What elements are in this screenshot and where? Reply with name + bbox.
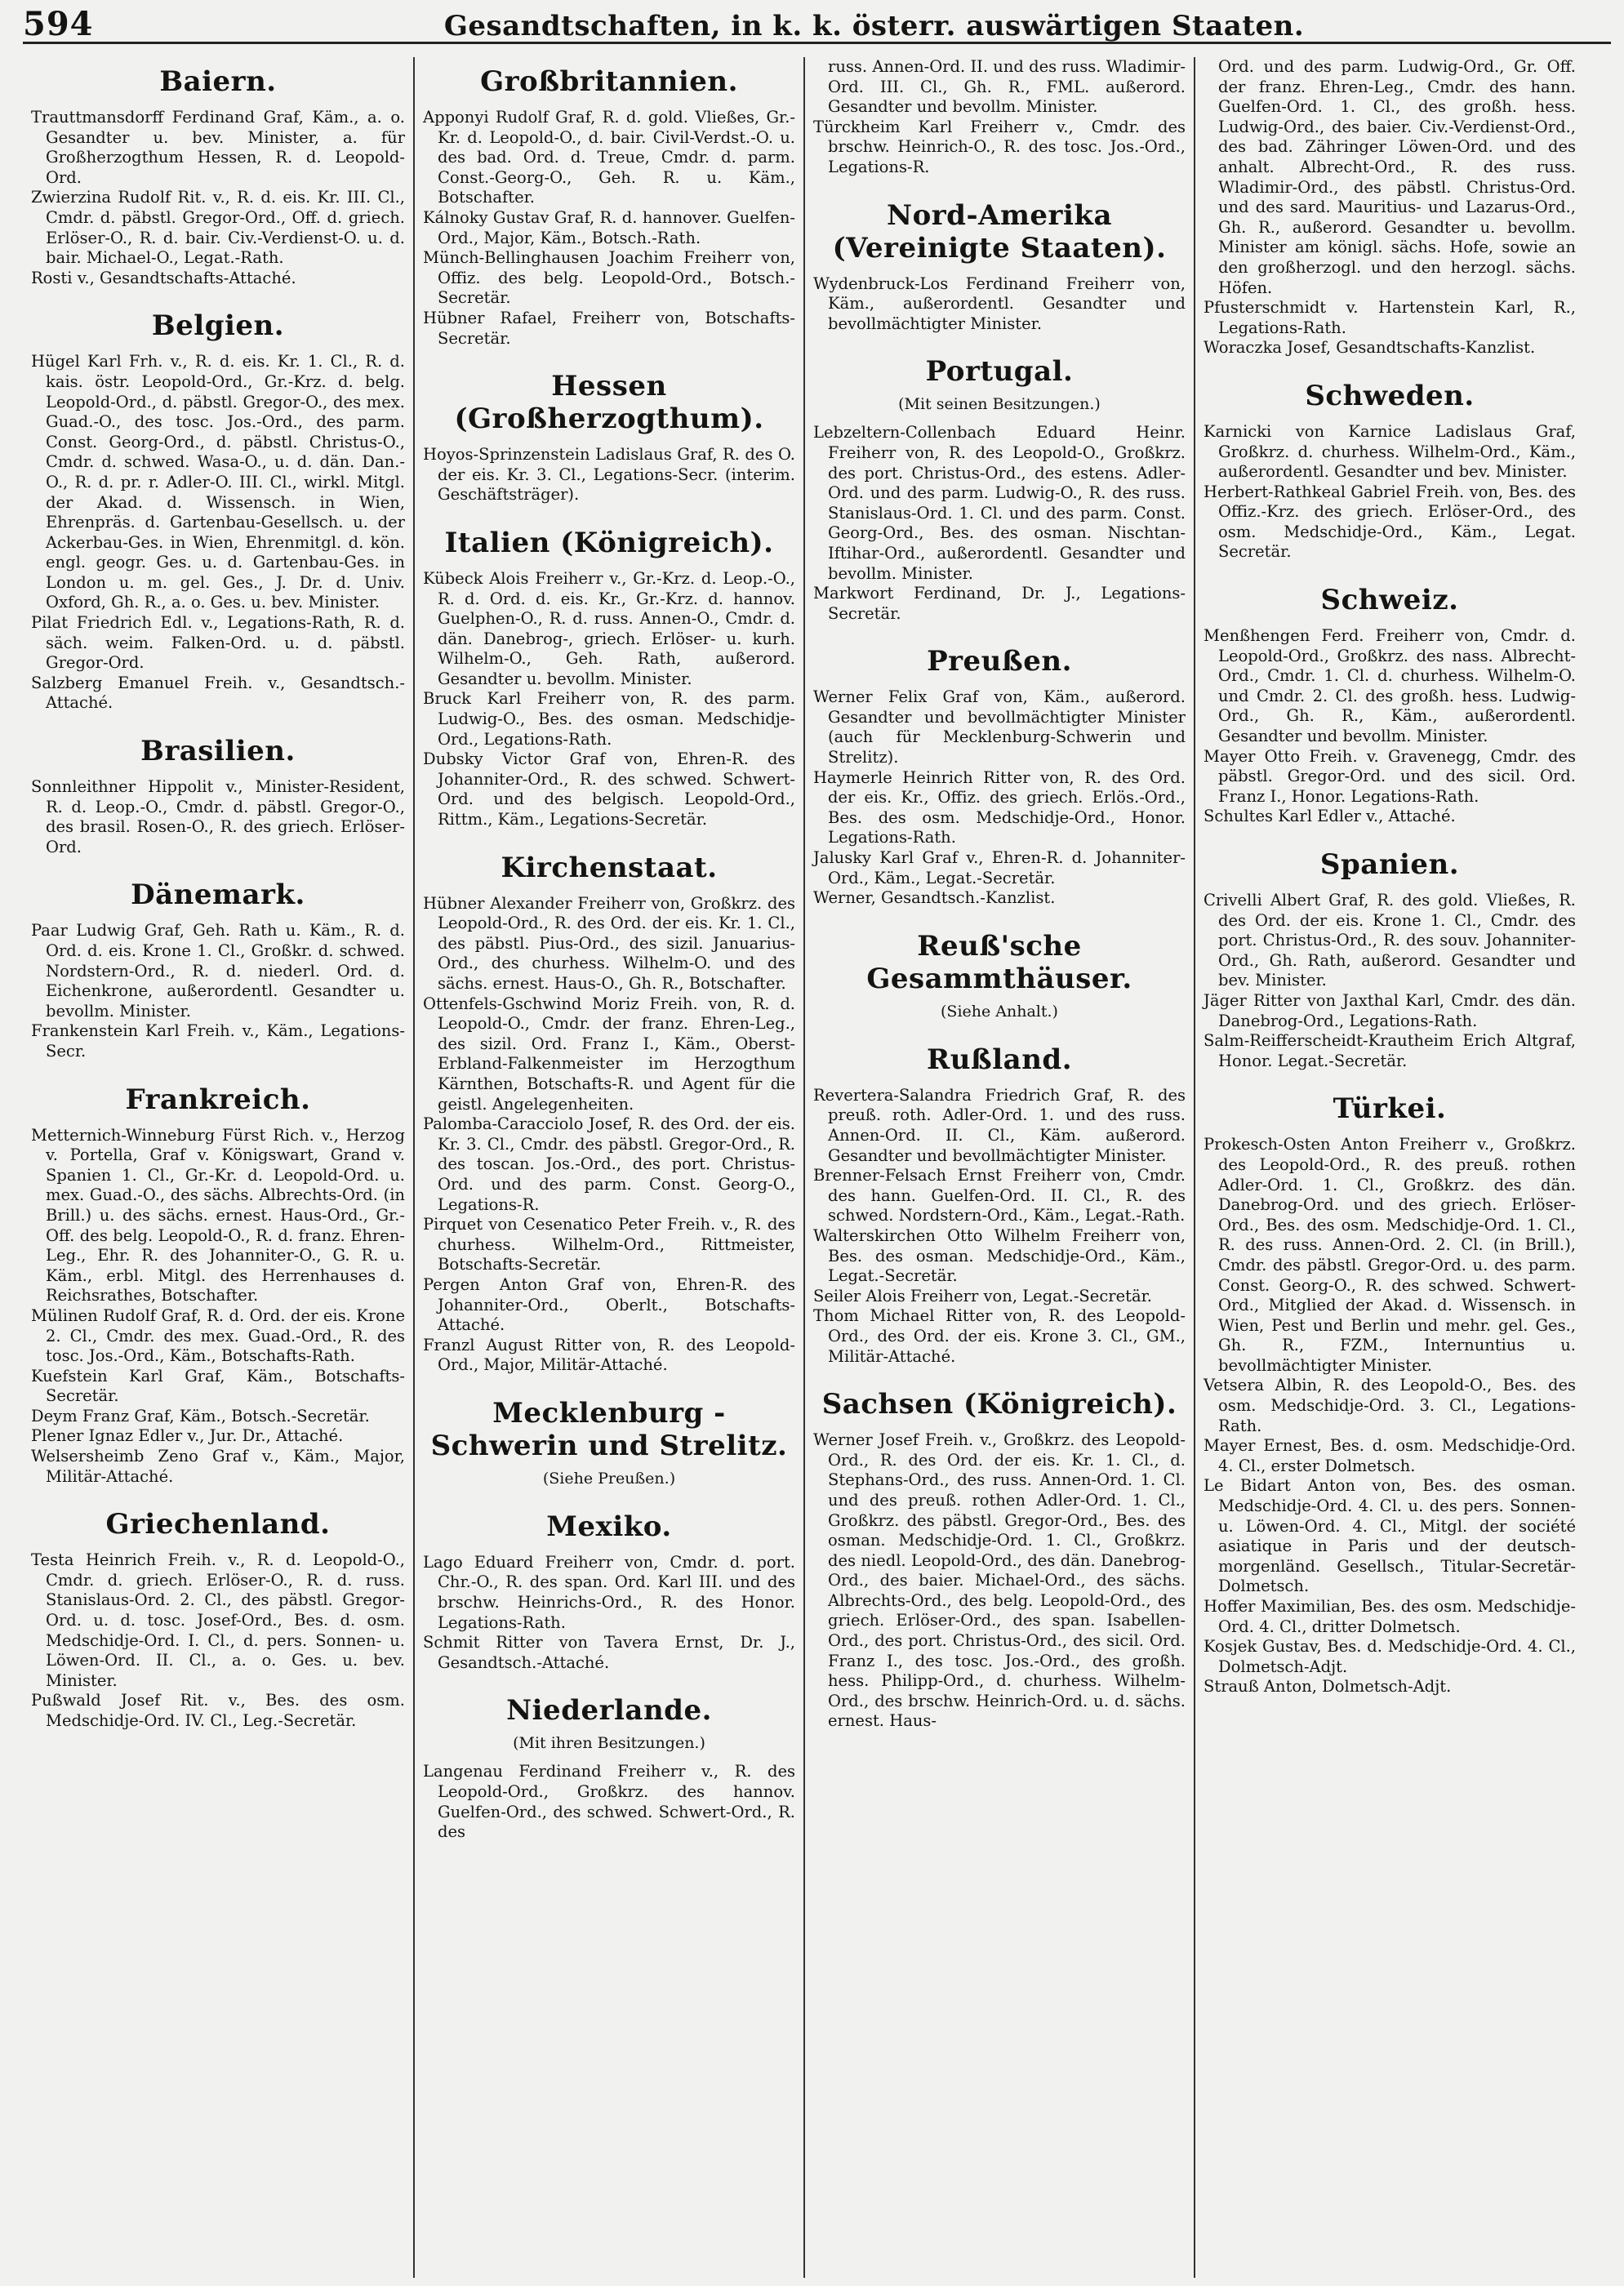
entry: Crivelli Albert Graf, R. des gold. Vließes, R. des Ord. der eis. Krone 1. Cl., Cmdr. des port. Christus-Ord., R. des souv. Johanniter-Ord., Gh. Rath, außerord. Gesandter und bev. Minister. xyxy=(1204,891,1576,990)
entry: Hoffer Maximilian, Bes. des osm. Medschidje-Ord. 4. Cl., dritter Dolmetsch. xyxy=(1204,1597,1576,1636)
running-title: Gesandtschaften, in k. k. österr. auswärtigen Staaten. xyxy=(443,10,1305,42)
section-heading: Sachsen (Königreich). xyxy=(821,1388,1177,1421)
section-heading: Kirchenstaat. xyxy=(501,851,718,884)
entry: Pilat Friedrich Edl. v., Legations-Rath, R. d. säch. weim. Falken-Ord. u. d. päbstl. Gregor-Ord. xyxy=(31,613,405,673)
entry: Deym Franz Graf, Käm., Botsch.-Secretär. xyxy=(31,1406,370,1425)
column-4 xyxy=(1194,57,1584,2278)
entry: Mayer Otto Freih. v. Gravenegg, Cmdr. des päbstl. Gregor-Ord. und des sicil. Ord. Franz I., Honor. Legations-Rath. xyxy=(1204,746,1576,806)
column-1 xyxy=(23,57,413,2278)
section-heading: Rußland. xyxy=(926,1043,1073,1076)
entry: Testa Heinrich Freih. v., R. d. Leopold-O., Cmdr. d. griech. Erlöser-O., R. d. russ. Stanislaus-Ord. 2. Cl., des päbstl. Gregor-Ord. u. d. tosc. Josef-Ord., Bes. d. osm. Medschidje-Ord. I. Cl., d. pers. Sonnen- u. Löwen-Ord. II. Cl., a. o. Ges. u. bev. Minister. xyxy=(31,1550,405,1690)
entry: Hübner Rafael, Freiherr von, Botschafts-Secretär. xyxy=(423,308,795,348)
section-heading: Spanien. xyxy=(1319,848,1460,881)
entry: Jäger Ritter von Jaxthal Karl, Cmdr. des dän. Danebrog-Ord., Legations-Rath. xyxy=(1204,990,1576,1030)
section-heading: Brasilien. xyxy=(140,735,296,768)
section-note: (Siehe Anhalt.) xyxy=(941,1002,1058,1021)
entry: Hügel Karl Frh. v., R. d. eis. Kr. 1. Cl., R. d. kais. östr. Leopold-Ord., Gr.-Krz. d. belg. Leopold-Ord., d. päbstl. Gregor-O., des mex. Guad.-O., des tosc. Jos.-Ord., des parm. Const. Georg-Ord., d. päbstl. Christus-O., Cmdr. d. schwed. Wasa-O., u. d. dän. Dan.-O., R. d. pr. r. Adler-O. III. Cl., wirkl. Mitgl. der Akad. d. Wissensch. in Wien, Ehrenpräs. d. Gartenbau-Gesellsch. u. der Ackerbau-Ges. in Wien, Ehrenmitgl. d. kön. engl. geogr. Ges. u. d. Gartenbau-Ges. in London u. m. gel. Ges., J. Dr. d. Univ. Oxford, Gh. R., a. o. Ges. u. bev. Minister. xyxy=(31,352,405,612)
entry: Pußwald Josef Rit. v., Bes. des osm. Medschidje-Ord. IV. Cl., Leg.-Secretär. xyxy=(31,1691,405,1730)
entry: Schultes Karl Edler v., Attaché. xyxy=(1204,807,1456,826)
section-heading: Nord-Amerika (Vereinigte Staaten). xyxy=(832,198,1167,265)
entry: Pirquet von Cesenatico Peter Freih. v., R. des churhess. Wilhelm-Ord., Rittmeister, Botschafts-Secretär. xyxy=(423,1215,795,1274)
entry: Werner Felix Graf von, Käm., außerord. Gesandter und bevollmächtigter Minister (auch für Mecklenburg-Schwerin und Strelitz). xyxy=(813,687,1186,767)
entry: Jalusky Karl Graf v., Ehren-R. d. Johanniter-Ord., Käm., Legat.-Secretär. xyxy=(813,848,1186,887)
section-heading: Mecklenburg - Schwerin und Strelitz. xyxy=(430,1396,788,1462)
section-heading: Baiern. xyxy=(159,65,277,98)
entry: Werner Josef Freih. v., Großkrz. des Leopold-Ord., R. des Ord. der eis. Kr. 1. Cl., d. Stephans-Ord., des russ. Annen-Ord. 1. Cl. und des preuß. rothen Adler-Ord. 1. Cl., Großkrz. des päbstl. Gregor-Ord., Bes. des osman. Medschidje-Ord. 1. Cl., Großkrz. des niedl. Leopold-Ord., des dän. Danebrog-Ord., des baier. Michael-Ord., des sächs. Albrechts-Ord., des belg. Leopold-Ord., des griech. Erlöser-Ord., des span. Isabellen-Ord., des port. Christus-Ord., des sicil. Ord. Franz I., des tosc. Jos.-Ord., des großh. hess. Philipp-Ord., d. churhess. Wilhelm-Ord., des brschw. Heinrich-Ord. u. d. sächs. ernest. Haus- xyxy=(813,1430,1186,1731)
entry: Türckheim Karl Freiherr v., Cmdr. des brschw. Heinrich-O., R. des tosc. Jos.-Ord., Legations-R. xyxy=(813,117,1186,176)
entry: Herbert-Rathkeal Gabriel Freih. von, Bes. des Offiz.-Krz. des griech. Erlöser-Ord., des osm. Medschidje-Ord., Käm., Legat. Secretär. xyxy=(1204,482,1576,562)
entry: Langenau Ferdinand Freiherr v., R. des Leopold-Ord., Großkrz. des hannov. Guelfen-Ord., des schwed. Schwert-Ord., R. des xyxy=(423,1762,795,1842)
entry: Le Bidart Anton von, Bes. des osman. Medschidje-Ord. 4. Cl. u. des pers. Sonnen- u. Löwen-Ord. 4. Cl., Mitgl. der société asiatique in Paris und der deutsch-morgenländ. Gesellsch., Titular-Secretär-Dolmetsch. xyxy=(1204,1476,1576,1596)
section-heading: Belgien. xyxy=(151,309,285,343)
section-note: (Mit seinen Besitzungen.) xyxy=(898,395,1101,414)
entry: Kuefstein Karl Graf, Käm., Botschafts-Secretär. xyxy=(31,1366,405,1406)
entry: Thom Michael Ritter von, R. des Leopold-Ord., des Ord. der eis. Krone 3. Cl., GM., Militär-Attaché. xyxy=(813,1306,1186,1366)
entry: Wydenbruck-Los Ferdinand Freiherr von, Käm., außerordentl. Gesandter und bevollmächtigter Minister. xyxy=(813,274,1186,333)
section-heading: Italien (Königreich). xyxy=(444,526,774,559)
section-heading: Mexiko. xyxy=(546,1510,672,1543)
entry: Pergen Anton Graf von, Ehren-R. des Johanniter-Ord., Oberlt., Botschafts-Attaché. xyxy=(423,1274,795,1335)
section-heading: Frankreich. xyxy=(125,1083,311,1116)
column-3 xyxy=(803,57,1194,2278)
section-heading: Dänemark. xyxy=(131,878,305,912)
entry: Frankenstein Karl Freih. v., Käm., Legations-Secr. xyxy=(31,1021,405,1061)
entry: Woraczka Josef, Gesandtschafts-Kanzlist. xyxy=(1204,338,1536,358)
section-heading: Niederlande. xyxy=(506,1694,712,1728)
section-heading: Schweden. xyxy=(1305,379,1475,412)
entry: Münch-Bellinghausen Joachim Freiherr von, Offiz. des belg. Leopold-Ord., Botsch.-Secretär. xyxy=(423,248,795,308)
entry: Brenner-Felsach Ernst Freiherr von, Cmdr. des hann. Guelfen-Ord. II. Cl., R. des schwed. Nordstern-Ord., Käm., Legat.-Rath. xyxy=(813,1166,1186,1225)
entry: Strauß Anton, Dolmetsch-Adjt. xyxy=(1204,1677,1452,1697)
entry: Seiler Alois Freiherr von, Legat.-Secretär. xyxy=(813,1286,1152,1305)
entry: Apponyi Rudolf Graf, R. d. gold. Vließes, Gr.-Kr. d. Leopold-O., d. bair. Civil-Verdst.-O. u. des bad. Ord. d. Treue, Cmdr. d. parm. Const.-Georg-O., Geh. R. u. Käm., Botschafter. xyxy=(423,108,795,207)
entry: Kálnoky Gustav Graf, R. d. hannover. Guelfen-Ord., Major, Käm., Botsch.-Rath. xyxy=(423,207,795,247)
entry: Vetsera Albin, R. des Leopold-O., Bes. des osm. Medschidje-Ord. 3. Cl., Legations-Rath. xyxy=(1204,1376,1576,1435)
section-heading: Preußen. xyxy=(927,645,1072,678)
entry: Palomba-Caracciolo Josef, R. des Ord. der eis. Kr. 3. Cl., Cmdr. des päbstl. Gregor-Ord., R. des toscan. Jos.-Ord., des port. Christus-Ord. und des parm. Const. Georg-O., Legations-R. xyxy=(423,1114,795,1214)
page-number: 594 xyxy=(23,5,94,43)
section-note: (Siehe Preußen.) xyxy=(542,1469,676,1488)
entry: Kosjek Gustav, Bes. d. Medschidje-Ord. 4. Cl., Dolmetsch-Adjt. xyxy=(1204,1637,1576,1676)
section-note: (Mit ihren Besitzungen.) xyxy=(513,1734,705,1753)
section-heading: Hessen (Großherzogthum). xyxy=(454,370,764,436)
entry: Dubsky Victor Graf von, Ehren-R. des Johanniter-Ord., R. des schwed. Schwert-Ord. und des belgisch. Leopold-Ord., Rittm., Käm., Legations-Secretär. xyxy=(423,749,795,829)
entry: Salm-Reifferscheidt-Krautheim Erich Altgraf, Honor. Legat.-Secretär. xyxy=(1204,1031,1576,1070)
entry: Plener Ignaz Edler v., Jur. Dr., Attaché. xyxy=(31,1426,344,1446)
running-head xyxy=(23,5,1611,44)
entry: Kübeck Alois Freiherr v., Gr.-Krz. d. Leop.-O., R. d. Ord. d. eis. Kr., Gr.-Krz. d. hannov. Guelphen-O., R. d. russ. Annen-O., Cmdr. d. dän. Danebrog-, griech. Erlöser- u. kurh. Wilhelm-O., Geh. Rath, außerord. Gesandter u. bevollm. Minister. xyxy=(423,568,795,688)
entry: Markwort Ferdinand, Dr. J., Legations-Secretär. xyxy=(813,584,1186,623)
section-heading: Großbritannien. xyxy=(480,65,738,98)
entry: Prokesch-Osten Anton Freiherr v., Großkrz. des Leopold-Ord., R. des preuß. rothen Adler-Ord. 1. Cl., Großkrz. des dän. Danebrog-Ord. und des griech. Erlöser-Ord., Bes. des osm. Medschidje-Ord. 1. Cl., R. des russ. Annen-Ord. 2. Cl. (in Brill.), Cmdr. des päbstl. Gregor-Ord. u. des parm. Const. Georg-O., R. des schwed. Schwert-Ord., Mitglied der Akad. d. Wissensch. in Wien, Pest und Berlin und mehr. gel. Ges., Gh. R., FZM., Internuntius u. bevollmächtigter Minister. xyxy=(1204,1135,1576,1375)
entry: Mülinen Rudolf Graf, R. d. Ord. der eis. Krone 2. Cl., Cmdr. des mex. Guad.-Ord., R. des tosc. Jos.-Ord., Käm., Botschafts-Rath. xyxy=(31,1305,405,1366)
entry: Zwierzina Rudolf Rit. v., R. d. eis. Kr. III. Cl., Cmdr. d. päbstl. Gregor-Ord., Off. d. griech. Erlöser-O., R. d. bair. Civ.-Verdienst-O. u. d. bair. Michael-O., Legat.-Rath. xyxy=(31,188,405,268)
section-heading: Schweiz. xyxy=(1320,584,1459,617)
entry: Pfusterschmidt v. Hartenstein Karl, R., Legations-Rath. xyxy=(1204,298,1576,337)
entry: Hübner Alexander Freiherr von, Großkrz. des Leopold-Ord., R. des Ord. der eis. Kr. 1. Cl., des päbstl. Pius-Ord., des sizil. Januarius-Ord., des churhess. Wilhelm-O. und des sächs. ernest. Haus-O., Gh. R., Botschafter. xyxy=(423,893,795,993)
entry: Sonnleithner Hippolit v., Minister-Resident, R. d. Leop.-O., Cmdr. d. päbstl. Gregor-O., des brasil. Rosen-O., R. des griech. Erlöser-Ord. xyxy=(31,777,405,856)
section-heading: Türkei. xyxy=(1333,1092,1447,1126)
text-columns xyxy=(23,57,1611,2278)
entry: Ord. und des parm. Ludwig-Ord., Gr. Off. der franz. Ehren-Leg., Cmdr. des hann. Guelfen-Ord. 1. Cl., des großh. hess. Ludwig-Ord., des baier. Civ.-Verdienst-Ord., des bad. Zähringer Löwen-Ord. und des anhalt. Albrecht-Ord., R. des russ. Wladimir-Ord., des päbstl. Christus-Ord. und des sard. Mauritius- und Lazarus-Ord., Gh. R., außerord. Gesandter u. bevollm. Minister am königl. sächs. Hofe, sowie an den großherzogl. und den herzogl. sächs. Höfen. xyxy=(1218,57,1576,297)
entry: Haymerle Heinrich Ritter von, R. des Ord. der eis. Kr., Offiz. des griech. Erlös.-Ord., Bes. des osm. Medschidje-Ord., Honor. Legations-Rath. xyxy=(813,767,1186,847)
entry: Revertera-Salandra Friedrich Graf, R. des preuß. roth. Adler-Ord. 1. und des russ. Annen-Ord. II. Cl., Käm. außerord. Gesandter und bevollmächtigter Minister. xyxy=(813,1085,1186,1165)
entry: Lebzeltern-Collenbach Eduard Heinr. Freiherr von, R. des Leopold-O., Großkrz. des port. Christus-Ord., des estens. Adler-Ord. und des parm. Ludwig-O., R. des russ. Stanislaus-Ord. 1. Cl. und des parm. Const. Georg-Ord., Bes. des osman. Nischtan-Iftihar-Ord., außerordentl. Gesandter und bevollm. Minister. xyxy=(813,423,1186,583)
entry: Hoyos-Sprinzenstein Ladislaus Graf, R. des O. der eis. Kr. 3. Cl., Legations-Secr. (interim. Geschäftsträger). xyxy=(423,445,795,505)
entry: Karnicki von Karnice Ladislaus Graf, Großkrz. d. churhess. Wilhelm-Ord., Käm., außerordentl. Gesandter und bev. Minister. xyxy=(1204,421,1576,482)
entry: Rosti v., Gesandtschafts-Attaché. xyxy=(31,268,296,287)
entry: Bruck Karl Freiherr von, R. des parm. Ludwig-O., Bes. des osman. Medschidje-Ord., Legations-Rath. xyxy=(423,689,795,749)
section-heading: Reuß'sche Gesammthäuser. xyxy=(866,929,1132,995)
entry: Lago Eduard Freiherr von, Cmdr. d. port. Chr.-O., R. des span. Ord. Karl III. und des brschw. Heinrichs-Ord., R. des Honor. Legations-Rath. xyxy=(423,1552,795,1632)
entry: Walterskirchen Otto Wilhelm Freiherr von, Bes. des osman. Medschidje-Ord., Käm., Legat.-Secretär. xyxy=(813,1225,1186,1286)
entry: Salzberg Emanuel Freih. v., Gesandtsch.-Attaché. xyxy=(31,673,405,713)
entry: Franzl August Ritter von, R. des Leopold-Ord., Major, Militär-Attaché. xyxy=(423,1335,795,1375)
entry: Welsersheimb Zeno Graf v., Käm., Major, Militär-Attaché. xyxy=(31,1447,405,1486)
entry: Trauttmansdorff Ferdinand Graf, Käm., a. o. Gesandter u. bev. Minister, a. für Großherzogthum Hessen, R. d. Leopold-Ord. xyxy=(31,108,405,187)
entry: Ottenfels-Gschwind Moriz Freih. von, R. d. Leopold-O., Cmdr. der franz. Ehren-Leg., des sizil. Ord. Franz I., Käm., Oberst-Erbland-Falkenmeister im Herzogthum Kärnthen, Botschafts-R. und Agent für die geistl. Angelegenheiten. xyxy=(423,994,795,1114)
entry: Mayer Ernest, Bes. d. osm. Medschidje-Ord. 4. Cl., erster Dolmetsch. xyxy=(1204,1436,1576,1475)
entry: russ. Annen-Ord. II. und des russ. Wladimir-Ord. III. Cl., Gh. R., FML. außerord. Gesandter und bevollm. Minister. xyxy=(828,57,1186,117)
column-2 xyxy=(413,57,803,2278)
entry: Werner, Gesandtsch.-Kanzlist. xyxy=(813,888,1056,908)
entry: Metternich-Winneburg Fürst Rich. v., Herzog v. Portella, Graf v. Königswart, Grand v. Spanien 1. Cl., Gr.-Kr. d. Leopold-Ord. u. mex. Guad.-O., des sächs. Albrechts-Ord. (in Brill.) u. des sächs. ernest. Haus-Ord., Gr.-Off. des belg. Leopold-O., R. d. franz. Ehren-Leg., Ehr. R. des Johanniter-O., G. R. u. Käm., erbl. Mitgl. des Herrenhauses d. Reichsrathes, Botschafter. xyxy=(31,1125,405,1305)
section-heading: Portugal. xyxy=(925,355,1074,389)
entry: Menßhengen Ferd. Freiherr von, Cmdr. d. Leopold-Ord., Großkrz. des nass. Albrecht-Ord., Cmdr. 1. Cl. d. churhess. Wilhelm-O. und Cmdr. 2. Cl. des großh. hess. Ludwig-Ord., Gh. R., Käm., außerordentl. Gesandter und bevollm. Minister. xyxy=(1204,626,1576,746)
section-heading: Griechenland. xyxy=(105,1508,331,1541)
entry: Paar Ludwig Graf, Geh. Rath u. Käm., R. d. Ord. d. eis. Krone 1. Cl., Großkr. d. schwed. Nordstern-Ord., R. d. niederl. Ord. d. Eichenkrone, außerordentl. Gesandter u. bevollm. Minister. xyxy=(31,921,405,1021)
entry: Schmit Ritter von Tavera Ernst, Dr. J., Gesandtsch.-Attaché. xyxy=(423,1633,795,1672)
